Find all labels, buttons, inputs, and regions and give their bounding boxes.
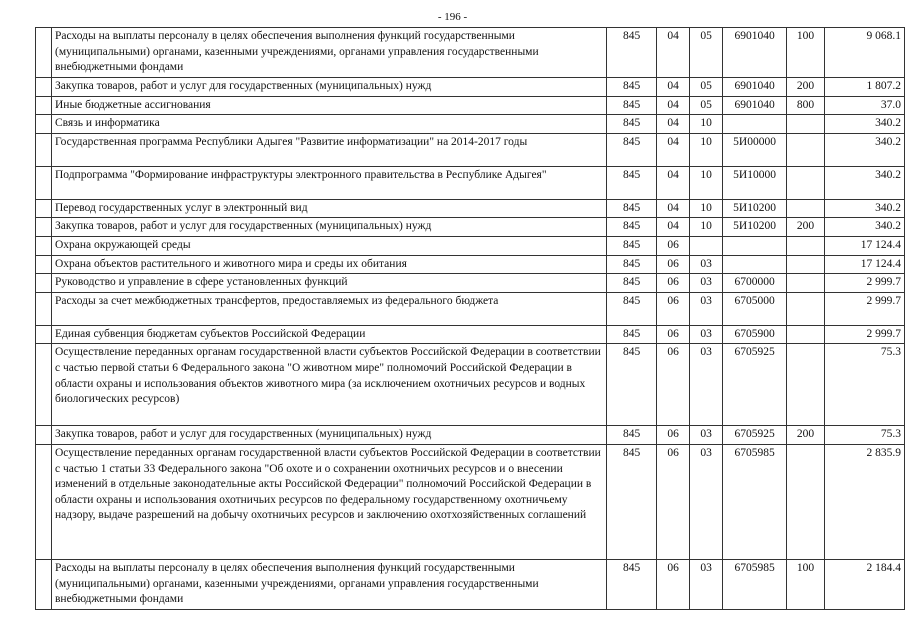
row-index-cell (36, 274, 52, 293)
row-code: 845 (607, 325, 657, 344)
row-target-article: 6705900 (723, 325, 787, 344)
row-name: Перевод государственных услуг в электронный вид (51, 199, 606, 218)
table-row (36, 78, 905, 97)
row-expense-type (787, 199, 825, 218)
row-subsection: 10 (690, 133, 723, 166)
row-code: 845 (607, 115, 657, 134)
row-amount: 17 124.4 (825, 236, 905, 255)
row-subsection: 03 (690, 344, 723, 426)
row-code: 845 (607, 426, 657, 445)
row-name: Иные бюджетные ассигнования (51, 96, 606, 115)
row-subsection: 03 (690, 325, 723, 344)
row-subsection: 03 (690, 426, 723, 445)
table-row (36, 28, 905, 78)
row-expense-type: 200 (787, 426, 825, 445)
row-index-cell (36, 78, 52, 97)
table-row (36, 325, 905, 344)
row-index-cell (36, 325, 52, 344)
table-row (36, 199, 905, 218)
table-row (36, 559, 905, 609)
row-subsection (690, 236, 723, 255)
row-section: 06 (657, 325, 690, 344)
row-expense-type: 200 (787, 218, 825, 237)
row-section: 06 (657, 444, 690, 559)
row-name: Закупка товаров, работ и услуг для государственных (муниципальных) нужд (51, 426, 606, 445)
row-amount: 37.0 (825, 96, 905, 115)
row-name: Осуществление переданных органам государственной власти субъектов Российской Федерации в соответствии с частью 1 статьи 33 Федерального закона "Об охоте и о сохранении охотничьих ресурсов и о внесении изменений в отдельные законодательные акты Российской Федерации" полномочий Российской Федерации в области охраны и использования охотничьих ресурсов по федеральному государственному охотничьему надзору, выдаче разрешений на добычу охотничьих ресурсов и заключению охотхозяйственных соглашений (51, 444, 606, 559)
table-row (36, 444, 905, 559)
table-row (36, 255, 905, 274)
row-expense-type: 800 (787, 96, 825, 115)
row-name: Единая субвенция бюджетам субъектов Российской Федерации (51, 325, 606, 344)
table-row (36, 115, 905, 134)
row-section: 06 (657, 255, 690, 274)
row-subsection: 03 (690, 559, 723, 609)
row-index-cell (36, 236, 52, 255)
row-section: 04 (657, 78, 690, 97)
row-code: 845 (607, 559, 657, 609)
row-target-article: 6705000 (723, 292, 787, 325)
row-amount: 1 807.2 (825, 78, 905, 97)
row-code: 845 (607, 218, 657, 237)
row-amount: 340.2 (825, 133, 905, 166)
row-target-article: 6700000 (723, 274, 787, 293)
row-section: 06 (657, 236, 690, 255)
row-index-cell (36, 444, 52, 559)
row-target-article: 6901040 (723, 96, 787, 115)
table-row (36, 96, 905, 115)
row-code: 845 (607, 166, 657, 199)
row-index-cell (36, 255, 52, 274)
row-subsection: 10 (690, 115, 723, 134)
row-target-article: 6901040 (723, 28, 787, 78)
row-expense-type (787, 255, 825, 274)
row-index-cell (36, 28, 52, 78)
row-expense-type (787, 115, 825, 134)
row-index-cell (36, 218, 52, 237)
table-row (36, 344, 905, 426)
row-section: 04 (657, 218, 690, 237)
row-code: 845 (607, 28, 657, 78)
row-expense-type (787, 292, 825, 325)
row-expense-type: 100 (787, 559, 825, 609)
row-amount: 340.2 (825, 199, 905, 218)
row-expense-type (787, 166, 825, 199)
row-index-cell (36, 115, 52, 134)
row-target-article: 6705985 (723, 444, 787, 559)
row-name: Связь и информатика (51, 115, 606, 134)
row-section: 04 (657, 28, 690, 78)
row-name: Закупка товаров, работ и услуг для государственных (муниципальных) нужд (51, 78, 606, 97)
row-amount: 9 068.1 (825, 28, 905, 78)
row-subsection: 03 (690, 274, 723, 293)
row-target-article: 5И10200 (723, 218, 787, 237)
row-name: Охрана окружающей среды (51, 236, 606, 255)
row-target-article: 6705925 (723, 344, 787, 426)
row-subsection: 03 (690, 255, 723, 274)
row-name: Расходы на выплаты персоналу в целях обеспечения выполнения функций государственными (муниципальными) органами, казенными учреждениями, органами управления государственными внебюджетными фондами (51, 559, 606, 609)
row-index-cell (36, 96, 52, 115)
row-amount: 2 835.9 (825, 444, 905, 559)
row-name: Закупка товаров, работ и услуг для государственных (муниципальных) нужд (51, 218, 606, 237)
row-name: Государственная программа Республики Адыгея "Развитие информатизации" на 2014-2017 годы (51, 133, 606, 166)
row-target-article: 6901040 (723, 78, 787, 97)
row-code: 845 (607, 78, 657, 97)
row-expense-type (787, 274, 825, 293)
row-code: 845 (607, 344, 657, 426)
row-subsection: 10 (690, 218, 723, 237)
row-expense-type (787, 344, 825, 426)
row-expense-type: 100 (787, 28, 825, 78)
table-row (36, 274, 905, 293)
row-amount: 340.2 (825, 218, 905, 237)
row-index-cell (36, 133, 52, 166)
row-section: 06 (657, 344, 690, 426)
row-index-cell (36, 559, 52, 609)
table-row (36, 218, 905, 237)
row-section: 04 (657, 199, 690, 218)
table-row (36, 166, 905, 199)
table-row (36, 292, 905, 325)
row-target-article: 5И10200 (723, 199, 787, 218)
row-index-cell (36, 344, 52, 426)
row-expense-type: 200 (787, 78, 825, 97)
row-amount: 2 999.7 (825, 274, 905, 293)
row-target-article (723, 115, 787, 134)
row-code: 845 (607, 444, 657, 559)
row-name: Осуществление переданных органам государственной власти субъектов Российской Федерации в соответствии с частью первой статьи 6 Федерального закона "О животном мире" полномочий Российской Федерации в области охраны и использования объектов животного мира (за исключением охотничьих ресурсов и водных биологических ресурсов) (51, 344, 606, 426)
row-expense-type (787, 325, 825, 344)
row-name: Расходы за счет межбюджетных трансфертов, предоставляемых из федерального бюджета (51, 292, 606, 325)
row-subsection: 05 (690, 96, 723, 115)
row-subsection: 03 (690, 444, 723, 559)
row-subsection: 05 (690, 78, 723, 97)
row-expense-type (787, 444, 825, 559)
row-amount: 2 999.7 (825, 325, 905, 344)
row-name: Расходы на выплаты персоналу в целях обеспечения выполнения функций государственными (муниципальными) органами, казенными учреждениями, органами управления государственными внебюджетными фондами (51, 28, 606, 78)
row-code: 845 (607, 96, 657, 115)
row-code: 845 (607, 255, 657, 274)
row-subsection: 05 (690, 28, 723, 78)
row-section: 04 (657, 133, 690, 166)
row-target-article: 6705985 (723, 559, 787, 609)
row-target-article (723, 236, 787, 255)
page-number: - 196 - (437, 11, 468, 23)
row-code: 845 (607, 292, 657, 325)
row-expense-type (787, 236, 825, 255)
row-name: Охрана объектов растительного и животного мира и среды их обитания (51, 255, 606, 274)
row-index-cell (36, 166, 52, 199)
row-target-article: 5И10000 (723, 166, 787, 199)
row-index-cell (36, 292, 52, 325)
row-amount: 17 124.4 (825, 255, 905, 274)
row-target-article (723, 255, 787, 274)
table-row (36, 236, 905, 255)
row-section: 06 (657, 274, 690, 293)
row-code: 845 (607, 274, 657, 293)
row-amount: 75.3 (825, 426, 905, 445)
row-subsection: 03 (690, 292, 723, 325)
budget-table (35, 27, 905, 610)
row-amount: 2 999.7 (825, 292, 905, 325)
row-section: 06 (657, 292, 690, 325)
row-index-cell (36, 199, 52, 218)
row-section: 06 (657, 559, 690, 609)
row-amount: 75.3 (825, 344, 905, 426)
table-row (36, 133, 905, 166)
row-section: 04 (657, 166, 690, 199)
table-row (36, 426, 905, 445)
row-target-article: 6705925 (723, 426, 787, 445)
row-name: Подпрограмма "Формирование инфраструктуры электронного правительства в Республике Адыгея" (51, 166, 606, 199)
row-section: 06 (657, 426, 690, 445)
row-amount: 340.2 (825, 166, 905, 199)
row-amount: 340.2 (825, 115, 905, 134)
row-target-article: 5И00000 (723, 133, 787, 166)
row-index-cell (36, 426, 52, 445)
row-section: 04 (657, 115, 690, 134)
row-code: 845 (607, 236, 657, 255)
row-subsection: 10 (690, 166, 723, 199)
row-amount: 2 184.4 (825, 559, 905, 609)
row-subsection: 10 (690, 199, 723, 218)
row-name: Руководство и управление в сфере установленных функций (51, 274, 606, 293)
row-code: 845 (607, 199, 657, 218)
row-code: 845 (607, 133, 657, 166)
row-section: 04 (657, 96, 690, 115)
row-expense-type (787, 133, 825, 166)
